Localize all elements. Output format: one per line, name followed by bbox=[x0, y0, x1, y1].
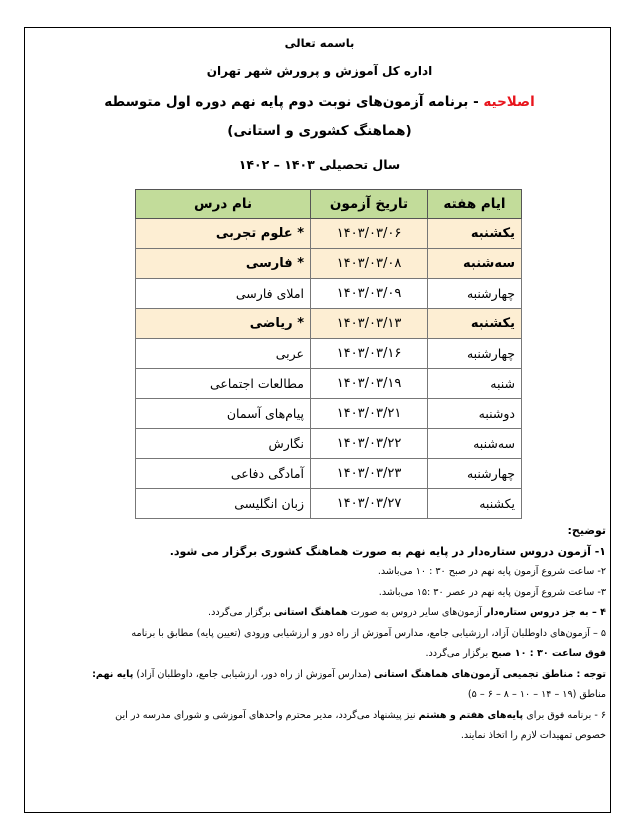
table-row bbox=[136, 249, 522, 279]
note-4-bold-a: به جز دروس ستاره‌دار bbox=[484, 607, 589, 618]
cell-exam-date: ۱۴۰۳/۰۳/۰۹ bbox=[311, 279, 428, 309]
invocation: باسمه تعالی bbox=[284, 36, 355, 50]
cell-subject: * ریاضی bbox=[136, 309, 311, 339]
header-subject: نام درس bbox=[136, 190, 311, 219]
cell-subject: مطالعات اجتماعی bbox=[136, 369, 311, 399]
cell-exam-date: ۱۴۰۳/۰۳/۰۸ bbox=[311, 249, 428, 279]
note-4-number: ۴ – bbox=[588, 607, 606, 618]
organization-name: اداره کل آموزش و پرورش شهر تهران bbox=[206, 64, 433, 78]
cell-exam-date: ۱۴۰۳/۰۳/۲۷ bbox=[311, 489, 428, 519]
cell-subject: نگارش bbox=[136, 429, 311, 459]
attention-line-2: مناطق (۱۹ – ۱۴ – ۱۰ – ۸ – ۶ – ۵) bbox=[467, 689, 606, 700]
attention-line-1 bbox=[34, 665, 606, 686]
note-5-text: برگزار می‌گردد. bbox=[425, 648, 492, 659]
note-4 bbox=[34, 603, 606, 624]
note-6-bold: پایه‌های هفتم و هشتم bbox=[418, 709, 524, 721]
note-3: ۳- ساعت شروع آزمون پایه نهم در عصر ۳۰ :۱۵ می‌باشد. bbox=[378, 586, 606, 598]
title-text: - برنامه آزمون‌های نوبت دوم پایه نهم دوره اول متوسطه bbox=[104, 94, 484, 110]
table-row bbox=[136, 489, 522, 519]
note-5-line-1: ۵ – آزمون‌های داوطلبان آزاد، ارزشیابی جامع، مدارس آموزش از راه دور و ارزشیابی ورودی (تعیین پایه) مطابق با برنامه bbox=[131, 627, 606, 639]
header-exam-date: تاریخ آزمون bbox=[311, 190, 428, 219]
note-6-text-a: ۶ - برنامه فوق برای bbox=[523, 709, 606, 721]
note-6-line-1 bbox=[34, 706, 606, 727]
note-4-text-b: برگزار می‌گردد. bbox=[208, 607, 274, 618]
note-4-bold-b: هماهنگ استانی bbox=[273, 607, 348, 618]
table-row bbox=[136, 369, 522, 399]
cell-subject: پیام‌های آسمان bbox=[136, 399, 311, 429]
cell-exam-date: ۱۴۰۳/۰۳/۰۶ bbox=[311, 219, 428, 249]
notes-section bbox=[34, 521, 606, 747]
table-row bbox=[136, 339, 522, 369]
header-weekday: ایام هفته bbox=[428, 190, 522, 219]
table-row bbox=[136, 219, 522, 249]
cell-weekday: یکشنبه bbox=[428, 309, 522, 339]
cell-subject: * فارسی bbox=[136, 249, 311, 279]
exam-schedule-table bbox=[135, 189, 522, 519]
cell-subject: آمادگی دفاعی bbox=[136, 459, 311, 489]
attention-bold-b: پایه نهم: bbox=[92, 668, 134, 680]
note-1: ۱- آزمون دروس ستاره‌دار در پایه نهم به صورت هماهنگ کشوری برگزار می شود. bbox=[169, 544, 606, 558]
notes-title: توضیح: bbox=[567, 524, 606, 537]
cell-weekday: چهارشنبه bbox=[428, 279, 522, 309]
note-6-text-b: نیز پیشنهاد می‌گردد، مدیر محترم واحدهای آموزشی و شورای مدرسه در این bbox=[115, 709, 419, 721]
document-title bbox=[0, 94, 639, 110]
cell-exam-date: ۱۴۰۳/۰۳/۱۳ bbox=[311, 309, 428, 339]
table-header-row bbox=[136, 190, 522, 219]
cell-exam-date: ۱۴۰۳/۰۳/۱۶ bbox=[311, 339, 428, 369]
cell-subject: عربی bbox=[136, 339, 311, 369]
cell-subject: * علوم تجربی bbox=[136, 219, 311, 249]
table-row bbox=[136, 429, 522, 459]
cell-weekday: چهارشنبه bbox=[428, 339, 522, 369]
title-amendment-label: اصلاحیه bbox=[483, 94, 535, 110]
note-6-line-2: خصوص تمهیدات لازم را اتخاذ نمایند. bbox=[460, 730, 606, 741]
document-subtitle: (هماهنگ کشوری و استانی) bbox=[227, 123, 412, 139]
table-row bbox=[136, 399, 522, 429]
cell-exam-date: ۱۴۰۳/۰۳/۲۲ bbox=[311, 429, 428, 459]
note-4-text-a: آزمون‌های سایر دروس به صورت bbox=[347, 607, 485, 618]
cell-exam-date: ۱۴۰۳/۰۳/۱۹ bbox=[311, 369, 428, 399]
cell-weekday: دوشنبه bbox=[428, 399, 522, 429]
table-row bbox=[136, 279, 522, 309]
cell-subject: زبان انگلیسی bbox=[136, 489, 311, 519]
cell-weekday: چهارشنبه bbox=[428, 459, 522, 489]
cell-subject: املای فارسی bbox=[136, 279, 311, 309]
attention-bold-a: توجه : مناطق تجمیعی آزمون‌های هماهنگ استانی bbox=[374, 668, 606, 680]
note-5-line-2 bbox=[34, 644, 606, 665]
note-2: ۲- ساعت شروع آزمون پایه نهم در صبح ۳۰ : ۱۰ می‌باشد. bbox=[377, 566, 606, 577]
cell-weekday: شنبه bbox=[428, 369, 522, 399]
cell-weekday: سه‌شنبه bbox=[428, 429, 522, 459]
attention-text: (مدارس آموزش از راه دور، ارزشیابی جامع، داوطلبان آزاد) bbox=[133, 668, 375, 680]
cell-exam-date: ۱۴۰۳/۰۳/۲۳ bbox=[311, 459, 428, 489]
academic-year: سال تحصیلی ۱۴۰۳ – ۱۴۰۲ bbox=[238, 157, 401, 172]
note-5-time: فوق ساعت ۳۰ : ۱۰ صبح bbox=[491, 648, 606, 659]
table-row bbox=[136, 459, 522, 489]
table-row bbox=[136, 309, 522, 339]
cell-weekday: یکشنبه bbox=[428, 489, 522, 519]
cell-weekday: سه‌شنبه bbox=[428, 249, 522, 279]
cell-exam-date: ۱۴۰۳/۰۳/۲۱ bbox=[311, 399, 428, 429]
cell-weekday: یکشنبه bbox=[428, 219, 522, 249]
